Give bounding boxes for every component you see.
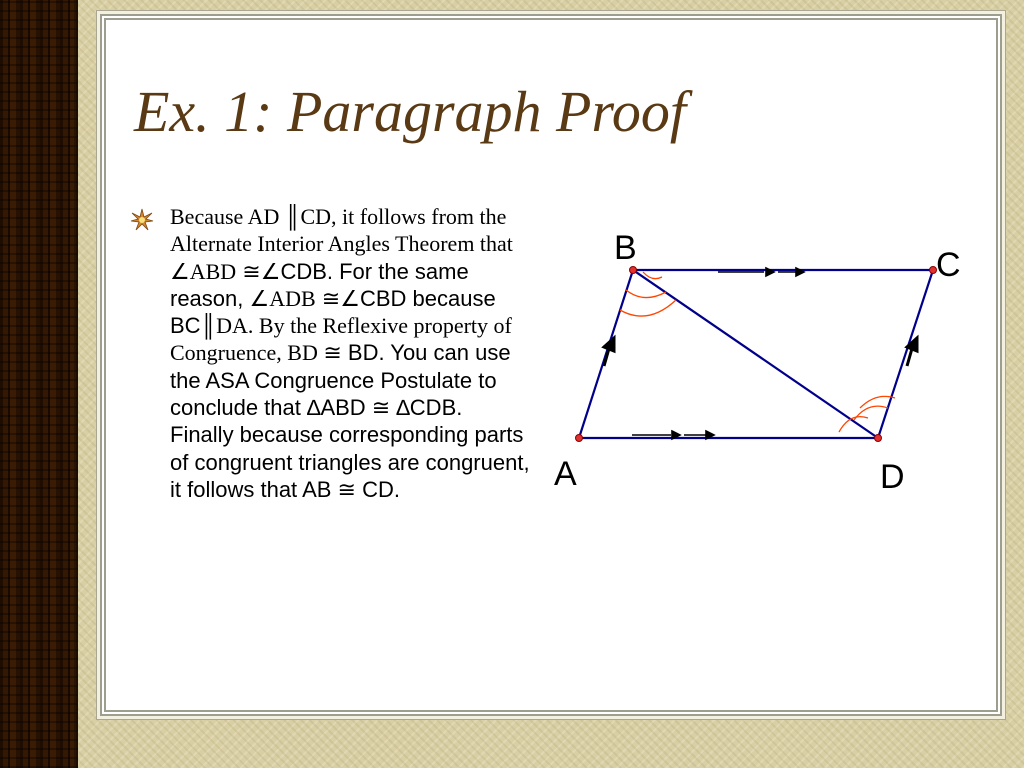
proof-text-segment: ≅∠CBD because BC bbox=[170, 285, 496, 339]
parallelogram-sides bbox=[579, 270, 933, 438]
side-ab bbox=[579, 270, 633, 438]
parallel-symbol: ║ bbox=[284, 204, 301, 229]
starburst-bullet-icon bbox=[130, 208, 154, 232]
slide-title: Ex. 1: Paragraph Proof bbox=[134, 79, 687, 144]
side-cd bbox=[878, 270, 933, 438]
vertex-points bbox=[576, 267, 937, 442]
vertex-label-a: A bbox=[554, 455, 577, 493]
proof-text-segment: ≅ BD. You can use the ASA Congruence Postulate to conclude that ∆ABD ≅ ∆CDB. Finally because corresponding parts of congruent triangles are congruent, it follows that AB ≅ CD. bbox=[170, 340, 530, 502]
point-b bbox=[630, 267, 637, 274]
slide bbox=[100, 14, 1002, 716]
angle-adb-text: ∠ADB bbox=[249, 285, 316, 311]
point-d bbox=[875, 435, 882, 442]
vertex-label-b: B bbox=[614, 229, 637, 267]
parallel-arrow-markers bbox=[632, 268, 804, 439]
point-c bbox=[930, 267, 937, 274]
angle-abd-text: ∠ABD bbox=[170, 258, 237, 284]
wood-border-strip bbox=[0, 0, 78, 768]
point-a bbox=[576, 435, 583, 442]
proof-text-segment: ≅∠CDB. For the same reason, bbox=[170, 258, 469, 311]
vertex-label-d: D bbox=[880, 458, 905, 496]
proof-text-segment: DA. By the Reflexive property of Congruence, BD bbox=[170, 313, 512, 366]
proof-paragraph bbox=[170, 203, 530, 503]
angle-arcs bbox=[620, 272, 895, 432]
proof-text-segment: CD, it follows from the Alternate Interior Angles Theorem that bbox=[170, 204, 513, 257]
proof-text-segment: Because AD bbox=[170, 204, 285, 229]
side-arrow-markers bbox=[604, 338, 917, 366]
diagonal-bd bbox=[633, 270, 878, 438]
vertex-label-c: C bbox=[936, 246, 961, 284]
parallel-symbol: ║ bbox=[200, 313, 217, 339]
